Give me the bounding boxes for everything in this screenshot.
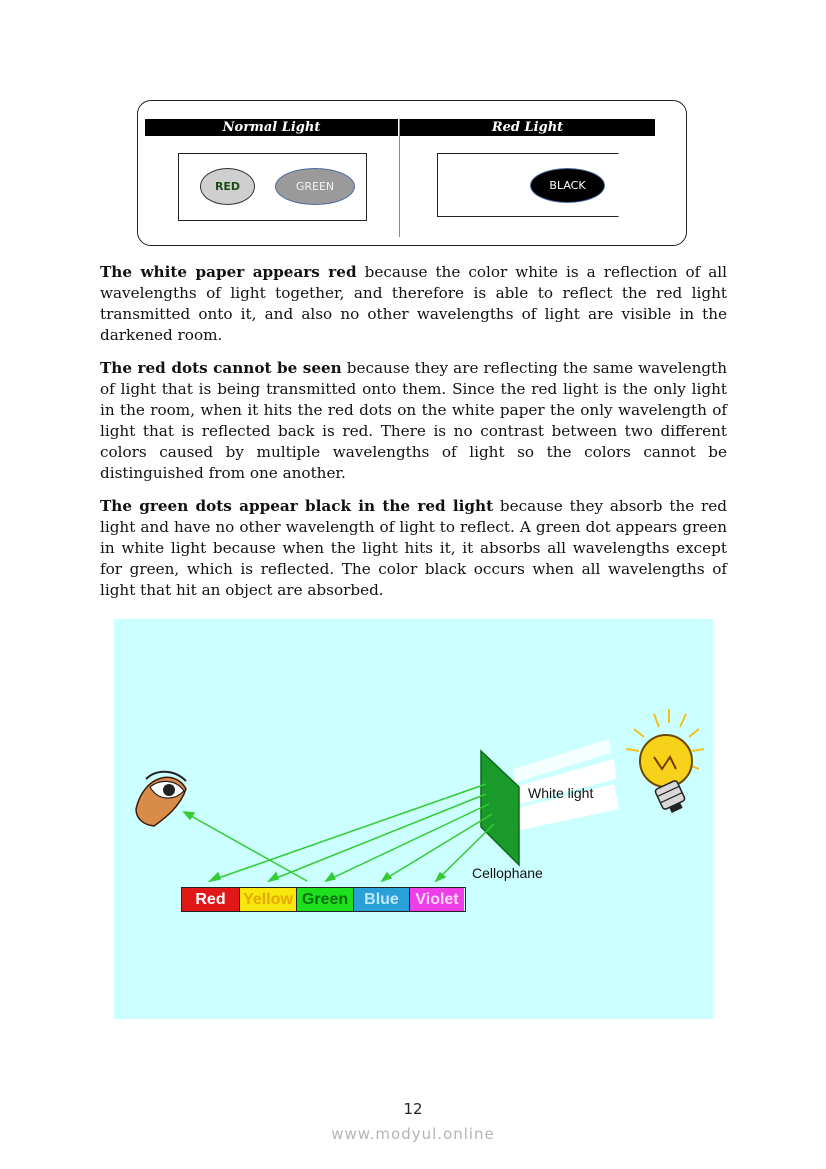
red-dot: RED [200, 168, 255, 205]
paragraph-red-dots [100, 358, 727, 484]
paragraph-lead: The white paper appears red [100, 263, 357, 281]
paper-normal-light [178, 153, 367, 221]
illustration-drawing [114, 619, 713, 1019]
paragraph-lead: The green dots appear black in the red light [100, 497, 494, 515]
color-spectrum [181, 887, 466, 912]
red-light-header: Red Light [400, 119, 655, 136]
comparison-divider [399, 119, 400, 237]
paragraph-body: because they absorb the red light and have no other wavelength of light to reflect. A green dot appears green in white light because when the light hits it, it absorbs all wavelengths except for green, which is reflected. The color black occurs when all wavelengths of light that hit an object are absorbed. [100, 497, 727, 599]
cellophane-illustration [114, 619, 713, 1019]
cellophane-label: Cellophane [472, 865, 543, 881]
spectrum-band-violet: Violet [410, 888, 464, 911]
paper-red-light [437, 153, 619, 217]
light-bulb-icon [626, 709, 704, 815]
cellophane-sheet [481, 751, 519, 865]
watermark: www.modyul.online [331, 1125, 495, 1143]
paragraph-lead: The red dots cannot be seen [100, 359, 342, 377]
spectrum-band-green: Green [297, 888, 354, 911]
spectrum-band-yellow: Yellow [240, 888, 297, 911]
paragraph-white-paper [100, 262, 727, 346]
paragraph-body: because the color white is a reflection of all wavelengths of light together, and therefore is able to reflect the red light transmitted onto it, and also no other wavelengths of light are visible in the darkened room. [100, 263, 728, 344]
eye-icon [136, 772, 186, 826]
normal-light-header: Normal Light [145, 119, 398, 136]
paragraph-green-dots [100, 496, 727, 601]
light-rays [184, 784, 494, 881]
paragraph-body: because they are reflecting the same wavelength of light that is being transmitted onto them. Since the red light is the only light in the room, when it hits the red dots on the white paper the only wavelength of light that is reflected back is red. There is no contrast between two different colors caused by multiple wavelengths of light so the colors cannot be distinguished from one another. [100, 359, 728, 482]
green-dot: GREEN [275, 168, 355, 205]
spectrum-band-red: Red [182, 888, 240, 911]
light-comparison-box [137, 100, 687, 246]
black-dot: BLACK [530, 168, 605, 203]
spectrum-band-blue: Blue [354, 888, 410, 911]
page-number: 12 [403, 1100, 423, 1118]
white-light-label: White light [528, 785, 594, 801]
